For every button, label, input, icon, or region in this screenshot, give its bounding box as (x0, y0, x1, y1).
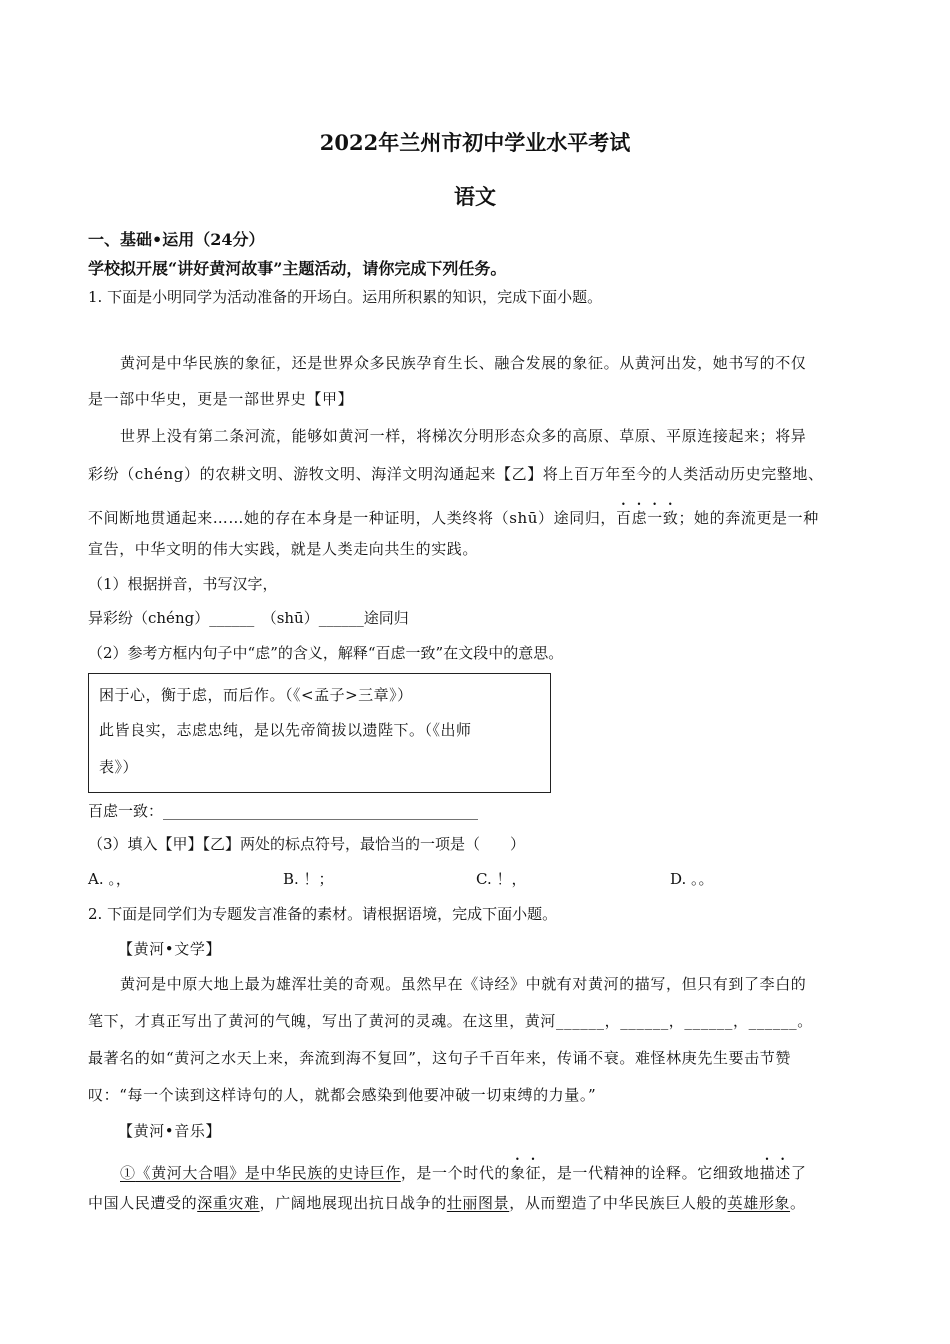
section-heading: 一、基础•运用（24分） (88, 230, 265, 249)
box-line: 困于心，衡于虑，而后作。（《<孟子>三章》） (99, 686, 413, 704)
box-line: 此皆良实，志虑忠纯，是以先帝简拔以遗陛下。（《出师 (99, 721, 472, 739)
music-text: ，广阔地展现出抗日战争的 (259, 1194, 447, 1212)
underlined-phrase: 壮丽图景 (446, 1194, 510, 1212)
sub-question-3: （3）填入【甲】【乙】两处的标点符号，最恰当的一项是（ ） (88, 835, 526, 853)
passage-line: 宣告，中华文明的伟大实践，就是人类走向共生的实践。 (88, 540, 479, 558)
reference-box (88, 673, 551, 793)
underlined-phrase: 英雄形象 (727, 1194, 791, 1212)
emphasized-word: 象征 (510, 1164, 542, 1182)
exam-title: 2022年兰州市初中学业水平考试 (319, 130, 631, 155)
music-line (88, 1192, 806, 1213)
section-intro: 学校拟开展“讲好黄河故事”主题活动，请你完成下列任务。 (88, 259, 507, 278)
passage-text: ；她的奔流更是一种 (678, 509, 819, 527)
passage-line: 是一部中华史，更是一部世界史【甲】 (88, 390, 354, 408)
music-text: 。 (790, 1194, 806, 1212)
subject-title: 语文 (454, 184, 496, 209)
music-text: 中国人民遭受的 (88, 1194, 198, 1212)
sub-question-1: （1）根据拼音，书写汉字， (88, 575, 278, 593)
sentence-number: ① (120, 1164, 136, 1182)
music-text: ，从而塑造了中华民族巨人般的 (509, 1194, 728, 1212)
emphasized-word: 描述 (759, 1164, 791, 1182)
literature-line: 笔下，才真正写出了黄河的气魄，写出了黄河的灵魂。在这里，黄河______，______，______，______。 (88, 1012, 813, 1030)
option-b[interactable]: B. ！； (283, 870, 334, 888)
tag-music: 【黄河•音乐】 (118, 1122, 222, 1140)
passage-line (88, 500, 819, 528)
music-text: ，是一个时代的 (400, 1164, 511, 1182)
question-2-stem: 2. 下面是同学们为专题发言准备的素材。请根据语境，完成下面小题。 (88, 905, 558, 923)
passage-line: 彩纷（chéng）的农耕文明、游牧文明、海洋文明沟通起来【乙】将上百万年至今的人类活动历史完整地、 (88, 465, 824, 483)
music-text: ，是一代精神的诠释。它细致地 (541, 1164, 760, 1182)
tag-literature: 【黄河•文学】 (118, 940, 222, 958)
sub-question-2-answer[interactable]: 百虑一致：__________________________________________ (88, 802, 479, 820)
literature-line: 最著名的如“黄河之水天上来，奔流到海不复回”，这句子千百年来，传诵不衰。难怪林庚先生要击节赞 (88, 1049, 791, 1067)
option-c[interactable]: C. ！， (476, 870, 527, 888)
sub-question-1-blanks[interactable]: 异彩纷（chéng）______ （shū）______途同归 (88, 609, 409, 627)
passage-line: 世界上没有第二条河流，能够如黄河一样，将梯次分明形态众多的高原、草原、平原连接起来；将异 (120, 427, 807, 445)
underlined-phrase: 《黄河大合唱》是中华民族的史诗巨作 (135, 1164, 401, 1182)
literature-line: 黄河是中原大地上最为雄浑壮美的奇观。虽然早在《诗经》中就有对黄河的描写，但只有到了李白的 (120, 975, 807, 993)
box-line: 表》） (99, 758, 139, 776)
emphasized-phrase: 百虑一致 (616, 509, 679, 527)
music-text: 了 (790, 1164, 807, 1182)
option-d[interactable]: D. 。。 (670, 870, 714, 888)
underlined-phrase: 深重灾难 (197, 1194, 260, 1212)
option-a[interactable]: A. 。， (88, 870, 131, 888)
passage-line: 黄河是中华民族的象征，还是世界众多民族孕育生长、融合发展的象征。从黄河出发，她书写的不仅 (120, 354, 807, 372)
sub-question-2: （2）参考方框内句子中“虑”的含义，解释“百虑一致”在文段中的意思。 (88, 644, 564, 662)
passage-text: 不间断地贯通起来……她的存在本身是一种证明，人类终将（shū）途同归， (88, 509, 617, 527)
music-line (120, 1155, 806, 1183)
question-1-stem: 1. 下面是小明同学为活动准备的开场白。运用所积累的知识，完成下面小题。 (88, 288, 603, 306)
literature-line: 叹：“每一个读到这样诗句的人，就都会感染到他要冲破一切束缚的力量。” (88, 1086, 597, 1104)
